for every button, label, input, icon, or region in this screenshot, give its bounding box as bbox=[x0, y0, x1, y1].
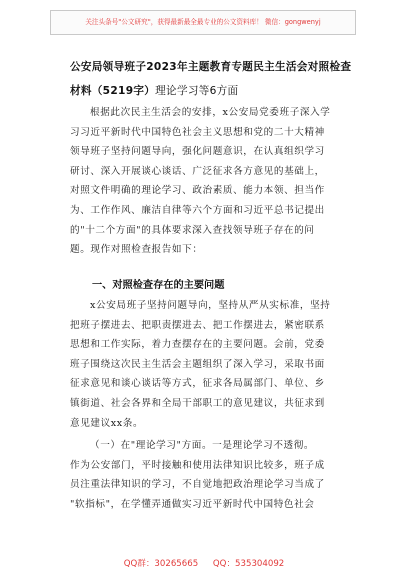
document-title bbox=[70, 55, 370, 103]
paragraph-line: 员注重法律知识的学习，不自觉地把政治理论学习当成了 bbox=[70, 479, 325, 491]
paragraph-line: 作为公安部门，平时接触和使用法律知识比较多，班子成 bbox=[70, 459, 325, 471]
paragraph-line: 研讨、深入开展谈心谈话、广泛征求各方意见的基础上， bbox=[70, 165, 325, 177]
paragraph-line: 镇街道、社会各界和全局干部职工的意见建议，共征求到 bbox=[70, 397, 325, 409]
paragraph-intro bbox=[70, 103, 370, 260]
promo-banner: 关注头条号"公文研究"，获得最新最全最专业的公文资料库！ 微信：gongwenyj bbox=[50, 10, 356, 35]
qq-group-text: QQ群：30265665 bbox=[123, 559, 199, 569]
paragraph-line: 意见建议xx条。 bbox=[70, 417, 144, 429]
title-line-1: 公安局领导班子2023年主题教育专题民主生活会对照检查 bbox=[70, 61, 352, 73]
paragraph-line: 习习近平新时代中国特色社会主义思想和党的二十大精神 bbox=[70, 126, 325, 138]
title-line-2-tail: 理论学习等6方面 bbox=[155, 85, 239, 97]
paragraph-line: 题。现作对照检查报告如下： bbox=[70, 244, 203, 256]
title-line-2-bold: 材料（5219字） bbox=[70, 85, 156, 97]
section-heading: 一、对照检查存在的主要问题 bbox=[92, 280, 225, 291]
paragraph-line: 征求意见和谈心谈话等方式，征求各局属部门、单位、乡 bbox=[70, 378, 325, 390]
paragraph-line: 领导班子坚持问题导向，强化问题意识，在认真组织学习 bbox=[70, 146, 325, 158]
qq-contact-text: QQ：535304092 bbox=[212, 559, 285, 569]
title-line-2 bbox=[70, 79, 370, 103]
paragraph-line: （一）在"理论学习"方面。一是理论学习不透彻。 bbox=[90, 440, 315, 451]
paragraph-line: 对照文件明确的理论学习、政治素质、能力本领、担当作 bbox=[70, 185, 325, 197]
paragraph-line: "软指标"，在学懂弄通做实习近平新时代中国特色社会 bbox=[70, 498, 315, 510]
paragraph-line: 的"十二个方面"的具体要求深入查找领导班子存在的问 bbox=[70, 224, 315, 236]
paragraph-theory-study bbox=[70, 436, 370, 514]
paragraph-line: 把班子摆进去、把职责摆进去、把工作摆进去，紧密联系 bbox=[70, 319, 325, 331]
paragraph-line: 班子围绕这次民主生活会主题组织了深入学习，采取书面 bbox=[70, 358, 325, 370]
paragraph-line: 为、工作作风、廉洁自律等六个方面和习近平总书记提出 bbox=[70, 204, 325, 216]
contact-footer bbox=[0, 557, 408, 569]
paragraph-line: 思想和工作实际，着力查摆存在的主要问题。会前，党委 bbox=[70, 339, 325, 351]
paragraph-line: 根据此次民主生活会的安排，x公安局党委班子深入学 bbox=[90, 107, 331, 118]
paragraph-problems bbox=[70, 296, 370, 433]
paragraph-line: x公安局班子坚持问题导向，坚持从严从实标准，坚持 bbox=[90, 300, 331, 311]
